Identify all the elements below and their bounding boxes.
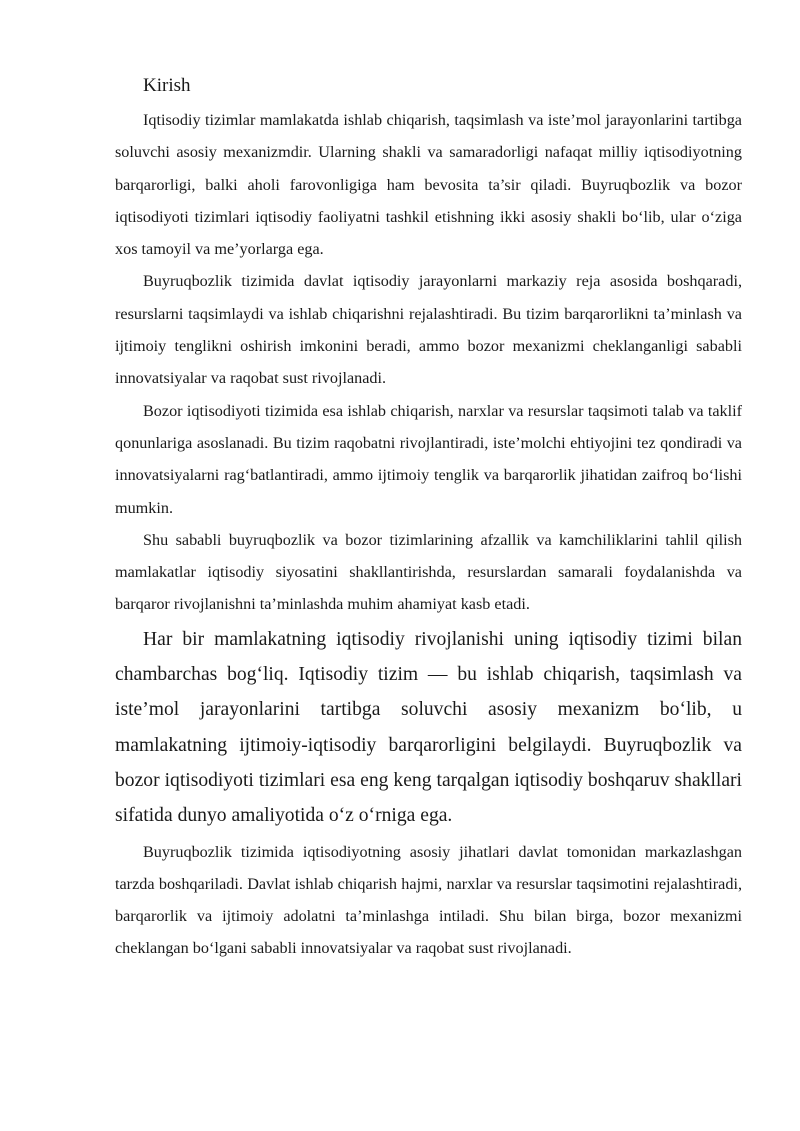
paragraph-command-economy: Buyruqbozlik tizimida davlat iqtisodiy jarayonlarni markaziy reja asosida boshqaradi, resurslarni taqsimlaydi va ishlab chiqarishni rejalashtiradi. Bu tizim barqarorlikni ta’minlash va ijtimoiy tenglikni oshirish imkonini beradi, ammo bozor mexanizmi cheklanganligi sababli innovatsiyalar va raqobat sust rivojlanadi.	[115, 272, 742, 388]
paragraph-intro: Iqtisodiy tizimlar mamlakatda ishlab chiqarish, taqsimlash va iste’mol jarayonlarini tartibga soluvchi asosiy mexanizmdir. Ularning shakli va samaradorligi nafaqat milliy iqtisodiyotning barqarorligi, balki aholi farovonligiga ham bevosita ta’sir qiladi. Buyruqbozlik va bozor iqtisodiyoti tizimlari iqtisodiy faoliyatni tashkil etishning ikki asosiy shakli bo‘lib, ular o‘ziga xos tamoyil va me’yorlarga ega.	[115, 111, 742, 259]
paragraph-analysis-importance: Shu sababli buyruqbozlik va bozor tizimlarining afzallik va kamchiliklarini tahlil qilish mamlakatlar iqtisodiy siyosatini shakllantirishda, resurslardan samarali foydalanishda va barqaror rivojlanishni ta’minlashda muhim ahamiyat kasb etadi.	[115, 530, 742, 614]
document-page	[115, 72, 742, 965]
section-heading: Kirish	[143, 75, 191, 96]
paragraph-economic-development: Har bir mamlakatning iqtisodiy rivojlanishi uning iqtisodiy tizimi bilan chambarchas bog‘liq. Iqtisodiy tizim — bu ishlab chiqarish, taqsimlash va iste’mol jarayonlarini tartibga soluvchi asosiy mexanizm bo‘lib, u mamlakatning ijtimoiy-iqtisodiy barqarorligini belgilaydi. Buyruqbozlik va bozor iqtisodiyoti tizimlari esa eng keng tarqalgan iqtisodiy boshqaruv shakllari sifatida dunyo amaliyotida o‘z o‘rniga ega.	[115, 628, 742, 827]
paragraph-command-system-details: Buyruqbozlik tizimida iqtisodiyotning asosiy jihatlari davlat tomonidan markazlashgan tarzda boshqariladi. Davlat ishlab chiqarish hajmi, narxlar va resurslar taqsimotini rejalashtiradi, barqarorlik va ijtimoiy adolatni ta’minlashga intiladi. Shu bilan birga, bozor mexanizmi cheklangan bo‘lgani sababli innovatsiyalar va raqobat sust rivojlanadi.	[115, 842, 742, 958]
paragraph-market-economy: Bozor iqtisodiyoti tizimida esa ishlab chiqarish, narxlar va resurslar taqsimoti talab va taklif qonunlariga asoslanadi. Bu tizim raqobatni rivojlantiradi, iste’molchi ehtiyojini tez qondiradi va innovatsiyalarni rag‘batlantiradi, ammo ijtimoiy tenglik va barqarorlik jihatidan zaifroq bo‘lishi mumkin.	[115, 401, 742, 517]
